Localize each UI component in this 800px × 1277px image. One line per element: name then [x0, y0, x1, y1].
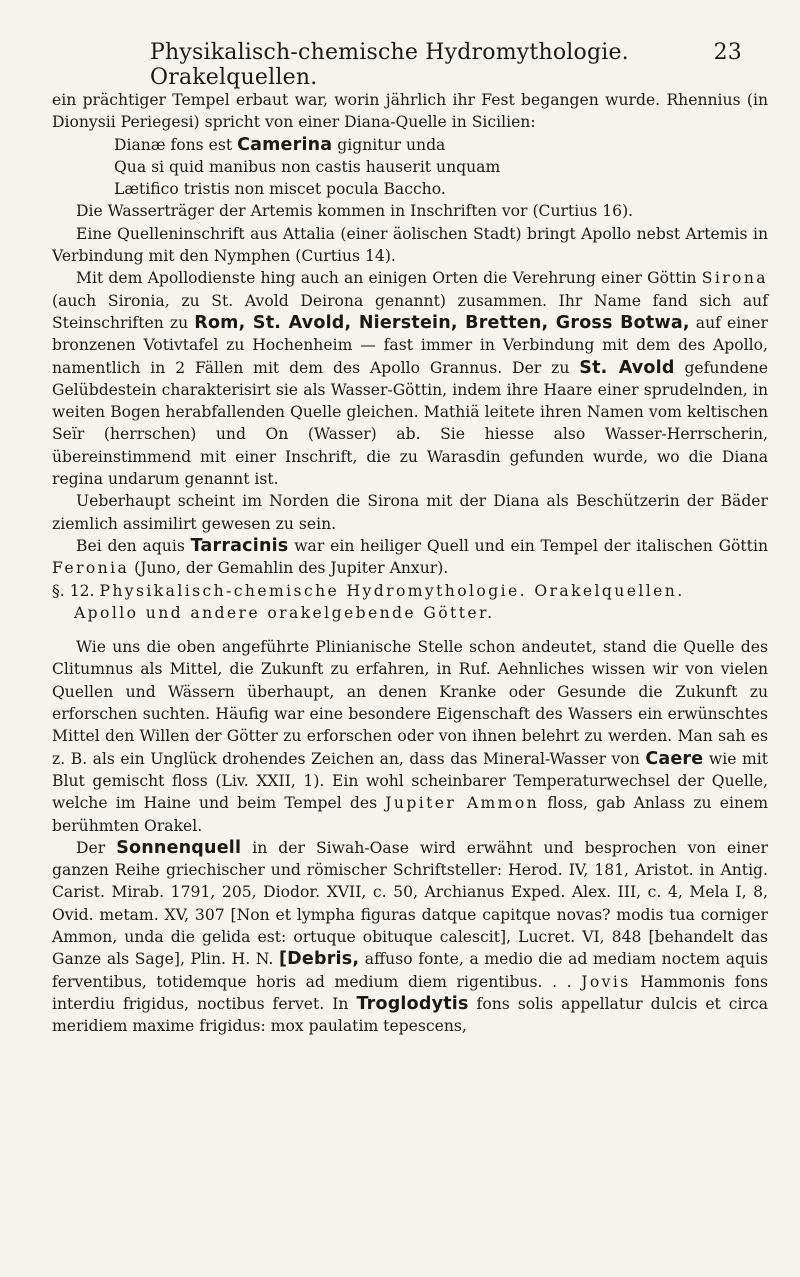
place-names: Rom, St. Avold, Nierstein, Bretten, Gross Botwa, [194, 312, 690, 333]
text-run: Bei den aquis [76, 536, 191, 555]
section-title: Physikalisch-chemische Hydromythologie. Orakelquellen. [99, 581, 685, 600]
text-run: gefundene Gelübdestein charakterisirt sie als Wasser-Göttin, indem ihre Haare einer sprudelnden, in weiten Bogen herabfallenden Quelle gleichen. Mathiä leitete ihren Namen vom keltischen Seïr (herrschen) und On (Wasser) ab. Sie hiesse also Wasser-Herrscherin, übereinstimmend mit einer Inschrift, die zu Warasdin gefunden wurde, wo die Diana regina undarum genannt ist. [52, 358, 769, 489]
section-heading [52, 580, 768, 625]
text-run: auf einer bronzenen Votivtafel zu Hochenheim — fast immer in Verbindung mit dem des Apollo, namentlich in 2 Fällen mit dem des Apollo Grannus. Der zu [52, 313, 768, 377]
place-name-avold: St. Avold [579, 357, 675, 378]
verse-line-1 [52, 134, 768, 156]
paragraph-4 [52, 267, 768, 490]
name-jupiter-ammon: Jupiter Ammon [385, 794, 540, 813]
verse-text: Dianæ fons est [114, 135, 238, 154]
verse-line-3: Lætifico tristis non miscet pocula Baccho. [114, 180, 446, 199]
text-run: Hammonis fons interdiu frigidus, noctibus fervet. In [52, 972, 769, 1013]
text-run: fons solis appellatur dulcis et circa meridiem maxime frigidus: mox paulatim tepescens, [52, 994, 768, 1036]
text-run: affuso fonte, a medio die ad mediam noctem aquis ferventibus, totidemque horis ad medium diem rigentibus. . . [52, 950, 768, 991]
paragraph-1: ein prächtiger Tempel erbaut war, worin jährlich ihr Fest begangen wurde. Rhennius (in Dionysii Periegesi) spricht von einer Diana-Quelle in Sicilien: [52, 91, 768, 132]
paragraph-2: Die Wasserträger der Artemis kommen in Inschriften vor (Curtius 16). [76, 202, 634, 221]
page-number: 23 [713, 40, 742, 65]
verse-text: gignitur unda [332, 135, 446, 154]
name-sirona: Sirona [701, 269, 768, 288]
running-header [0, 26, 800, 90]
spacer [52, 624, 768, 636]
name-troglodytis: Troglodytis [356, 993, 469, 1014]
paragraph-5: Ueberhaupt scheint im Norden die Sirona mit der Diana als Beschützerin der Bäder ziemlich assimilirt gewesen zu sein. [52, 492, 768, 533]
text-run: wie mit Blut gemischt floss (Liv. XXII, 1). Ein wohl scheinbarer Temperaturwechsel der Quelle, welche im Haine und beim Tempel des [52, 749, 768, 813]
text-run: floss, gab Anlass zu einem berühmten Orakel. [52, 794, 769, 835]
text-run: Wie uns die oben angeführte Plinianische Stelle schon andeutet, stand die Quelle des Clitumnus als Mittel, die Zukunft zu erfahren, in Ruf. Aehnliches wissen wir von vielen Quellen und Wässern überhaupt, an denen Kranke oder Gesunde die Zukunft zu erforschen suchten. Häufig war eine besondere Eigenschaft des Wassers ein erwünschtes Mittel den Willen der Götter zu erforschen oder von ihnen belehrt zu werden. Man sah es z. B. als ein Unglück drohendes Zeichen an, dass das Mineral-Wasser von [52, 638, 768, 768]
place-name-tarracinis: Tarracinis [190, 535, 289, 556]
text-run: (Juno, der Gemahlin des Jupiter Anxur). [129, 559, 449, 578]
section-number: §. 12. [52, 581, 100, 600]
text-run: (auch Sironia, zu St. Avold Deirona genannt) zusammen. Ihr Name fand sich auf Steinschriften zu [52, 291, 768, 332]
text-run: Der [76, 838, 117, 857]
place-name-caere: Caere [645, 748, 704, 769]
name-feronia: Feronia [52, 559, 130, 578]
paragraph-3: Eine Quelleninschrift aus Attalia (einer äolischen Stadt) bringt Apollo nebst Artemis in Verbindung mit den Nymphen (Curtius 14). [52, 224, 768, 266]
place-name-camerina: Camerina [237, 134, 333, 155]
paragraph-7 [52, 636, 768, 837]
running-title: Physikalisch-chemische Hydromythologie. Orakelquellen. [150, 40, 629, 90]
section-subtitle: Apollo und andere orakelgebende Götter. [74, 603, 495, 622]
name-debris: [Debris, [278, 949, 360, 970]
name-sonnenquell: Sonnenquell [116, 837, 242, 858]
verse-line-2: Qua si quid manibus non castis hauserit unquam [114, 157, 501, 176]
paragraph-8 [52, 837, 768, 1038]
text-run: in der Siwah-Oase wird erwähnt und besprochen von einer ganzen Reihe griechischer und römischer Schriftsteller: Herod. IV, 181, Aristot. in Antig. Carist. Mirab. 1791, 205, Diodor. XVII, c. 50, Archianus Exped. Alex. III, c. 4, Mela I, 8, Ovid. metam. XV, 307 [Non et lympha figuras datque capitque novas? modis tua corniger Ammon, unda die gelida est: ortuque obituque calescit], Lucret. VI, 848 [behandelt das Ganze als Sage], Plin. H. N. [52, 838, 768, 969]
text-run: Mit dem Apollodienste hing auch an einigen Orten die Verehrung einer Göttin [76, 269, 702, 288]
name-jovis: Jovis [581, 972, 631, 991]
text-run: war ein heiliger Quell und ein Tempel der italischen Göttin [288, 536, 768, 555]
paragraph-6 [52, 535, 768, 580]
page-body [52, 89, 768, 1037]
